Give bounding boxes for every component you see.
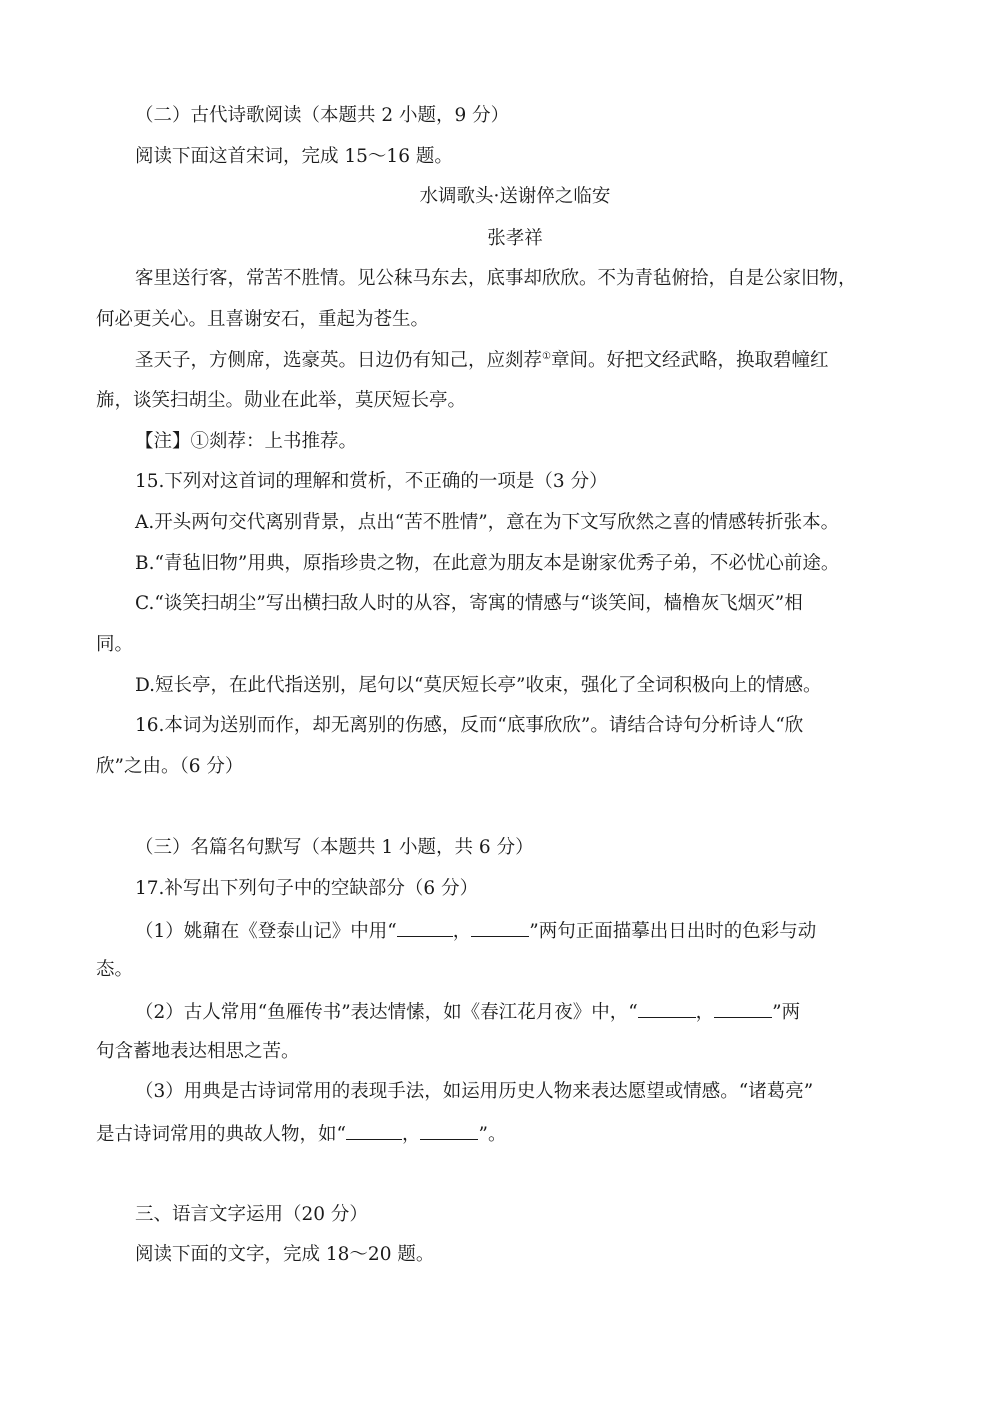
question-16-cont: 欣”之由。（6 分） bbox=[96, 756, 244, 777]
question-text: ”。 bbox=[478, 1124, 507, 1145]
question-15-option-c: C.“谈笑扫胡尘”写出横扫敌人时的从容，寄寓的情感与“谈笑间，樯橹灰飞烟灭”相 bbox=[135, 593, 803, 614]
poem-text: 章间。好把文经武略，换取碧幢红 bbox=[550, 350, 829, 371]
question-text: ， bbox=[401, 1124, 421, 1145]
question-text: ”两 bbox=[772, 1002, 801, 1023]
question-17-2 bbox=[135, 999, 800, 1025]
question-17-2-cont: 句含蓄地表达相思之苦。 bbox=[96, 1041, 300, 1062]
question-17-3-cont bbox=[96, 1121, 506, 1147]
question-15-option-b: B.“青毡旧物”用典，原指珍贵之物，在此意为朋友本是谢家优秀子弟，不必忧心前途。 bbox=[135, 553, 840, 574]
question-15-option-a: A.开头两句交代离别背景，点出“苦不胜情”，意在为下文写欣然之喜的情感转折张本。 bbox=[135, 512, 840, 533]
fill-blank[interactable] bbox=[420, 1121, 478, 1140]
fill-blank[interactable] bbox=[346, 1121, 402, 1140]
section-heading-recitation: （三）名篇名句默写（本题共 1 小题，共 6 分） bbox=[135, 837, 534, 858]
question-text: ”两句正面描摹出日出时的色彩与动 bbox=[529, 921, 817, 942]
part-heading-language-use: 三、语言文字运用（20 分） bbox=[135, 1204, 368, 1225]
section-intro: 阅读下面这首宋词，完成 15～16 题。 bbox=[135, 146, 453, 167]
question-text: ， bbox=[695, 1002, 715, 1023]
question-17-3: （3）用典是古诗词常用的表现手法，如运用历史人物来表达愿望或情感。“诸葛亮” bbox=[135, 1081, 814, 1102]
section-heading-poetry: （二）古代诗歌阅读（本题共 2 小题，9 分） bbox=[135, 105, 510, 126]
question-text: 是古诗词常用的典故人物，如“ bbox=[96, 1124, 346, 1145]
question-15: 15.下列对这首词的理解和赏析，不正确的一项是（3 分） bbox=[135, 471, 608, 492]
question-17: 17.补写出下列句子中的空缺部分（6 分） bbox=[135, 878, 479, 899]
poem-stanza-1-line-1: 客里送行客，常苦不胜情。见公秣马东去，底事却欣欣。不为青毡俯拾，自是公家旧物， bbox=[135, 268, 857, 289]
poet-name: 张孝祥 bbox=[487, 228, 543, 249]
question-15-option-d: D.短长亭，在此代指送别，尾句以“莫厌短长亭”收束，强化了全词积极向上的情感。 bbox=[135, 675, 822, 696]
question-text: （2）古人常用“鱼雁传书”表达情愫，如《春江花月夜》中，“ bbox=[135, 1002, 638, 1023]
fill-blank[interactable] bbox=[397, 918, 453, 937]
fill-blank[interactable] bbox=[638, 999, 696, 1018]
poem-text: 圣天子，方侧席，选豪英。日边仍有知己，应剡荐 bbox=[135, 350, 543, 371]
poem-stanza-2-line-2: 旆，谈笑扫胡尘。勋业在此举，莫厌短长亭。 bbox=[96, 390, 467, 411]
question-15-option-c-cont: 同。 bbox=[96, 634, 134, 655]
part-intro: 阅读下面的文字，完成 18～20 题。 bbox=[135, 1244, 435, 1265]
question-17-1 bbox=[135, 918, 816, 944]
poem-stanza-1-line-2: 何必更关心。且喜谢安石，重起为苍生。 bbox=[96, 309, 430, 330]
fill-blank[interactable] bbox=[471, 918, 529, 937]
footnote-marker: ① bbox=[542, 351, 551, 362]
question-text: ， bbox=[452, 921, 472, 942]
fill-blank[interactable] bbox=[714, 999, 772, 1018]
poem-stanza-2-line-1 bbox=[135, 349, 829, 376]
question-17-1-cont: 态。 bbox=[96, 959, 134, 980]
poem-note: 【注】①剡荐：上书推荐。 bbox=[135, 431, 358, 452]
question-text: （1）姚鼐在《登泰山记》中用“ bbox=[135, 921, 397, 942]
question-16: 16.本词为送别而作，却无离别的伤感，反而“底事欣欣”。请结合诗句分析诗人“欣 bbox=[135, 715, 804, 736]
poem-title: 水调歌头·送谢倅之临安 bbox=[419, 186, 611, 207]
